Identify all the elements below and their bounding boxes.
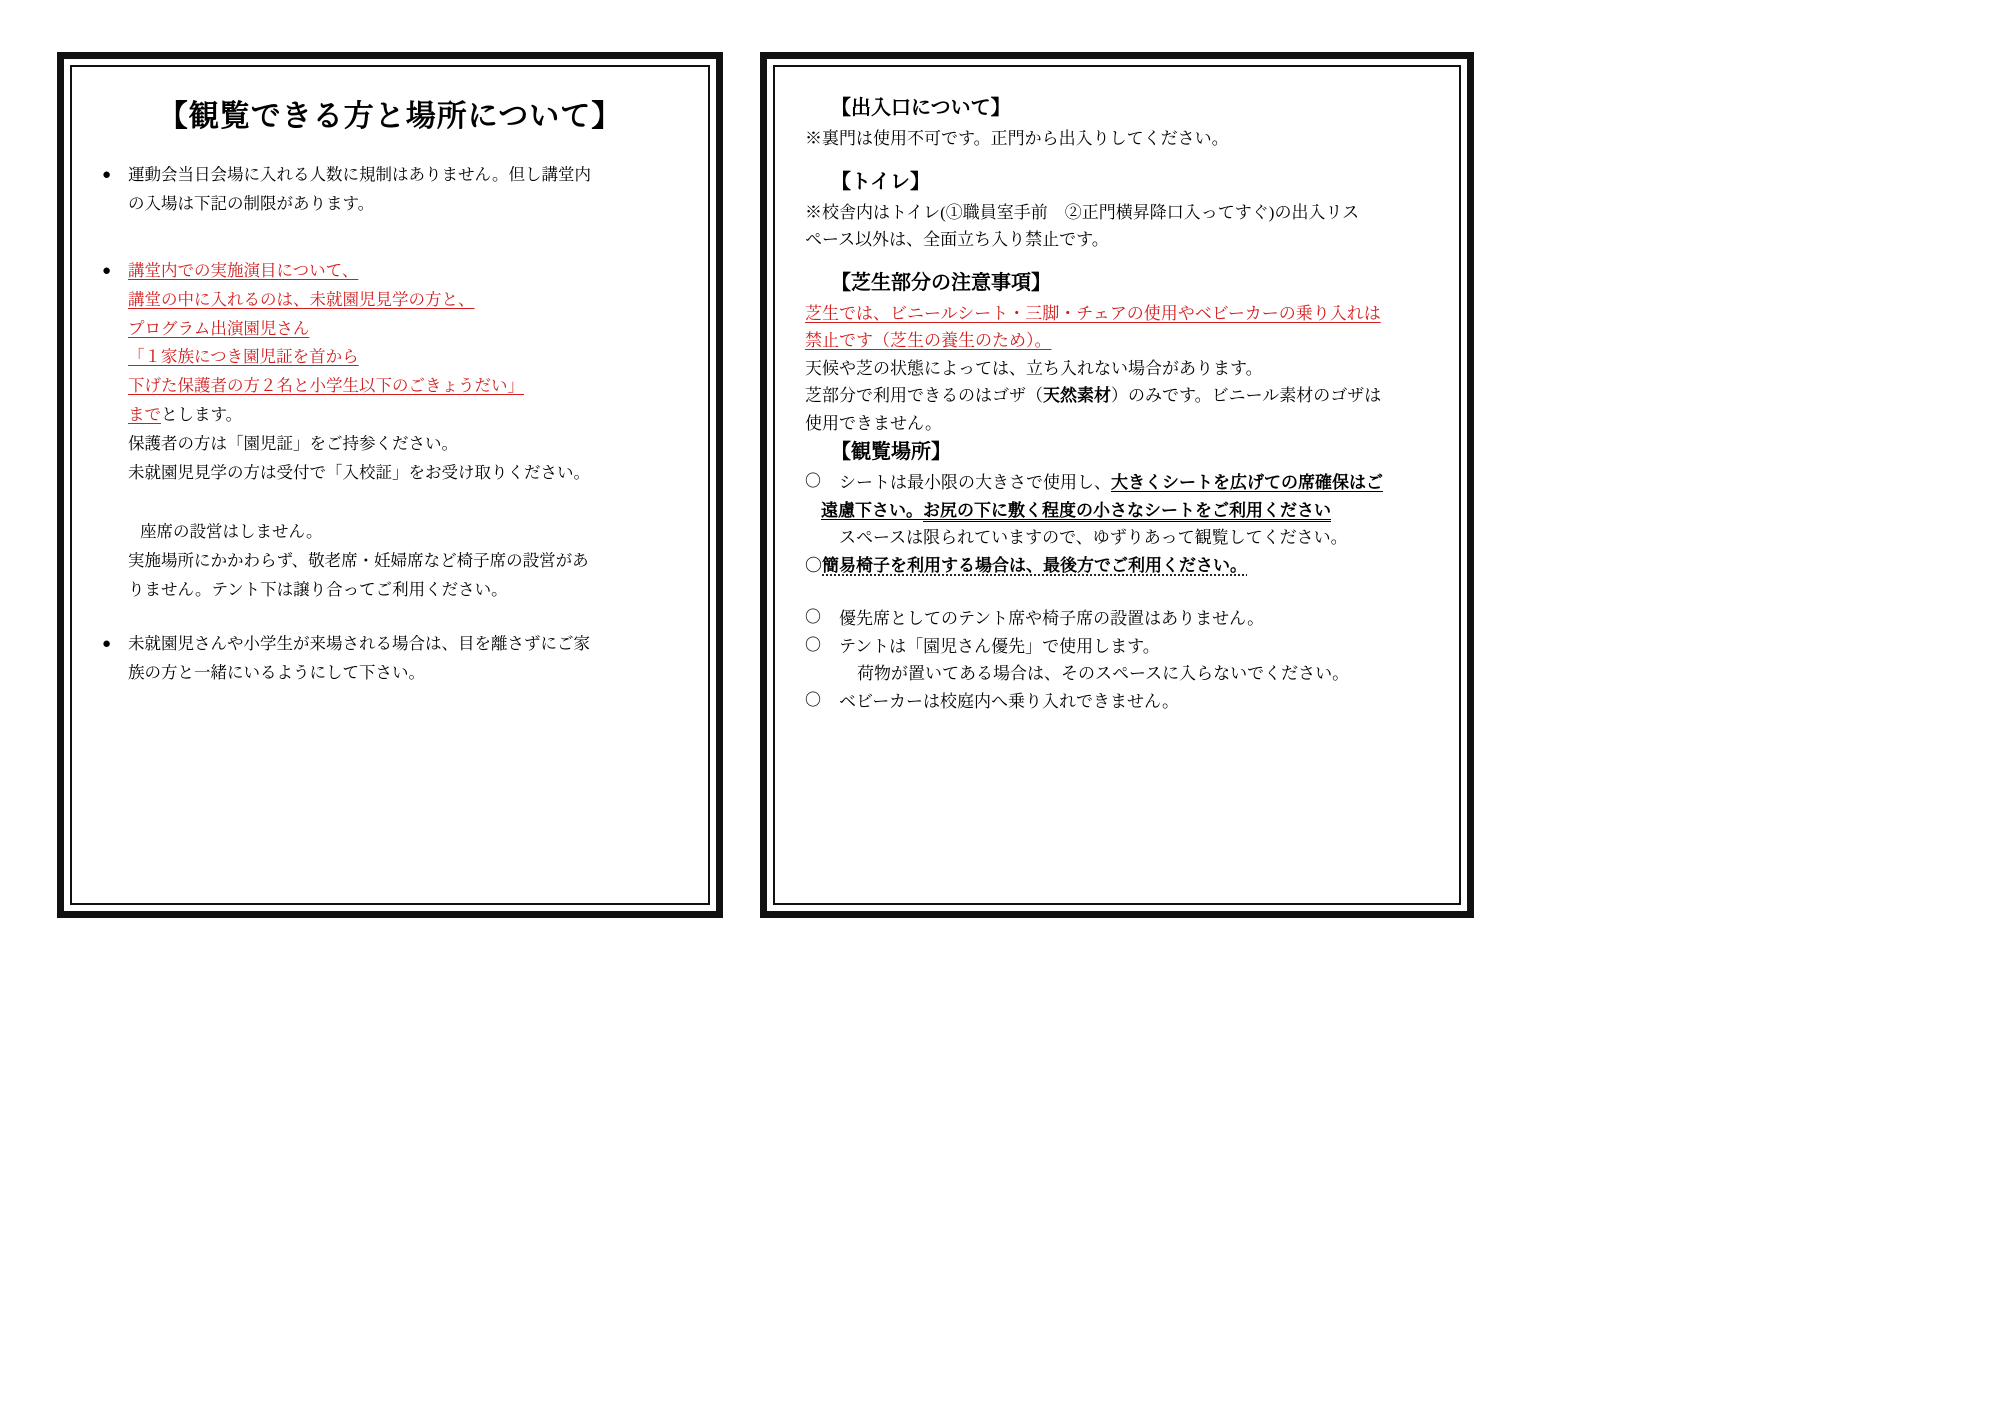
bullet-icon: ● bbox=[102, 636, 112, 653]
text-line: 天候や芝の状態によっては、立ち入れない場合があります。 bbox=[805, 358, 1263, 378]
text-line-red: プログラム出演園児さん bbox=[128, 318, 310, 338]
list-item bbox=[102, 257, 678, 488]
text-line: 運動会当日会場に入れる人数に規制はありません。但し講堂内 bbox=[128, 165, 591, 184]
text-fragment-emph: 遠慮下さい。 bbox=[821, 500, 923, 520]
section-heading-lawn: 【芝生部分の注意事項】 bbox=[831, 271, 1051, 294]
section-heading-toilet: 【トイレ】 bbox=[831, 170, 930, 193]
text-line-red: 芝生では、ビニールシート・三脚・チェアの使用やベビーカーの乗り入れは bbox=[805, 303, 1381, 323]
text-line-red: 下げた保護者の方２名と小学生以下のごきょうだい」 bbox=[128, 376, 524, 396]
list-item-text bbox=[128, 257, 678, 488]
list-item bbox=[102, 630, 678, 688]
text-fragment: シートは最小限の大きさで使用し、 bbox=[839, 473, 1111, 493]
section-toilet-text bbox=[805, 199, 1429, 254]
spacer bbox=[805, 579, 1429, 605]
text-line: りません。テント下は譲り合ってご利用ください。 bbox=[128, 579, 508, 599]
bullet-icon: ● bbox=[102, 262, 112, 279]
right-notice-panel bbox=[760, 52, 1474, 918]
spacer bbox=[102, 604, 678, 630]
text-line: の入場は下記の制限があります。 bbox=[128, 193, 375, 213]
left-notice-panel bbox=[57, 52, 723, 918]
section-heading-entrance: 【出入口について】 bbox=[831, 97, 1011, 119]
text-line-red: 講堂の中に入れるのは、未就園児見学の方と、 bbox=[128, 289, 475, 309]
spacer bbox=[805, 254, 1429, 268]
text-line: 優先席としてのテント席や椅子席の設置はありません。 bbox=[839, 609, 1265, 629]
list-item-text bbox=[821, 469, 1429, 552]
text-line-red: 「１家族につき園児証を首から bbox=[128, 347, 359, 367]
section-lawn-text bbox=[805, 300, 1429, 438]
list-item-text bbox=[128, 161, 678, 219]
text-line: 族の方と一緒にいるようにして下さい。 bbox=[128, 663, 425, 683]
list-item-text bbox=[839, 688, 1429, 716]
circle-bullet-icon: 〇 bbox=[805, 691, 822, 709]
left-panel-content bbox=[70, 65, 710, 905]
text-line: 保護者の方は「園児証」をご持参ください。 bbox=[128, 434, 458, 453]
text-line: テントは「園児さん優先」で使用します。 bbox=[839, 636, 1160, 656]
spacer bbox=[102, 223, 678, 257]
circle-bullet-icon: 〇 bbox=[805, 609, 822, 627]
page-title: 【観覧できる方と場所について】 bbox=[157, 100, 623, 133]
text-line-mixed bbox=[805, 382, 1429, 410]
list-item-text bbox=[839, 633, 1429, 688]
spacer bbox=[805, 153, 1429, 167]
text-fragment-emph: 大きくシートを広げての席確保はご bbox=[1111, 473, 1383, 493]
list-item bbox=[805, 605, 1429, 633]
text-line: 実施場所にかかわらず、敬老席・妊婦席など椅子席の設営があ bbox=[128, 550, 589, 570]
list-item-text bbox=[128, 630, 678, 688]
text-fragment: 芝部分で利用できるのはゴザ（ bbox=[805, 386, 1043, 406]
circle-bullet-icon: 〇 bbox=[805, 636, 822, 654]
section-heading-viewing: 【観覧場所】 bbox=[831, 441, 951, 464]
text-fragment: とします。 bbox=[161, 405, 243, 425]
text-line: 使用できません。 bbox=[805, 413, 943, 433]
text-line: ペース以外は、全面立ち入り禁止です。 bbox=[805, 230, 1109, 250]
paragraph-seating-cont bbox=[102, 547, 678, 605]
text-line: ベビーカーは校庭内へ乗り入れできません。 bbox=[839, 691, 1179, 711]
text-fragment-emph2: お尻の下に敷く程度の小さなシートをご利用ください bbox=[923, 500, 1331, 520]
list-item bbox=[805, 633, 1429, 688]
text-line-mixed bbox=[839, 469, 1429, 497]
text-line-mixed bbox=[128, 401, 678, 430]
text-fragment-red: まで bbox=[128, 405, 161, 425]
list-item bbox=[102, 161, 678, 219]
list-item bbox=[805, 469, 1429, 552]
text-line: スペースは限られていますので、ゆずりあって観覧してください。 bbox=[839, 528, 1348, 548]
text-line: 未就園児見学の方は受付で「入校証」をお受け取りください。 bbox=[128, 462, 590, 482]
text-fragment-emph: 簡易椅子を利用する場合は、最後方でご利用ください。 bbox=[822, 555, 1247, 575]
text-line: 座席の設営はしません。 bbox=[140, 521, 323, 541]
text-line-red: 講堂内での実施演目について、 bbox=[128, 260, 359, 280]
list-item-text bbox=[839, 605, 1429, 633]
text-line: 荷物が置いてある場合は、そのスペースに入らないでください。 bbox=[857, 664, 1350, 684]
text-line: ※校舎内はトイレ(①職員室手前 ②正門横昇降口入ってすぐ)の出入リス bbox=[805, 202, 1360, 222]
right-panel-content bbox=[773, 65, 1461, 905]
text-line: 未就園児さんや小学生が来場される場合は、目を離さずにご家 bbox=[128, 634, 590, 654]
list-item bbox=[805, 688, 1429, 716]
paragraph-seating bbox=[102, 518, 678, 547]
bullet-icon: ● bbox=[102, 167, 112, 183]
spacer bbox=[102, 492, 678, 518]
text-line: ※裏門は使用不可です。正門から出入りしてください。 bbox=[805, 129, 1229, 148]
section-entrance-text bbox=[805, 125, 1429, 153]
text-line-mixed bbox=[821, 497, 1429, 525]
text-line-red: 禁止です（芝生の養生のため）。 bbox=[805, 331, 1052, 351]
circle-bullet-icon: 〇 bbox=[805, 473, 822, 491]
circle-bullet-icon: 〇 bbox=[805, 555, 822, 575]
list-item-simple-chair bbox=[805, 552, 1429, 580]
text-fragment-bold: 天然素材 bbox=[1043, 386, 1111, 406]
text-fragment: ）のみです。ビニール素材のゴザは bbox=[1111, 386, 1382, 406]
